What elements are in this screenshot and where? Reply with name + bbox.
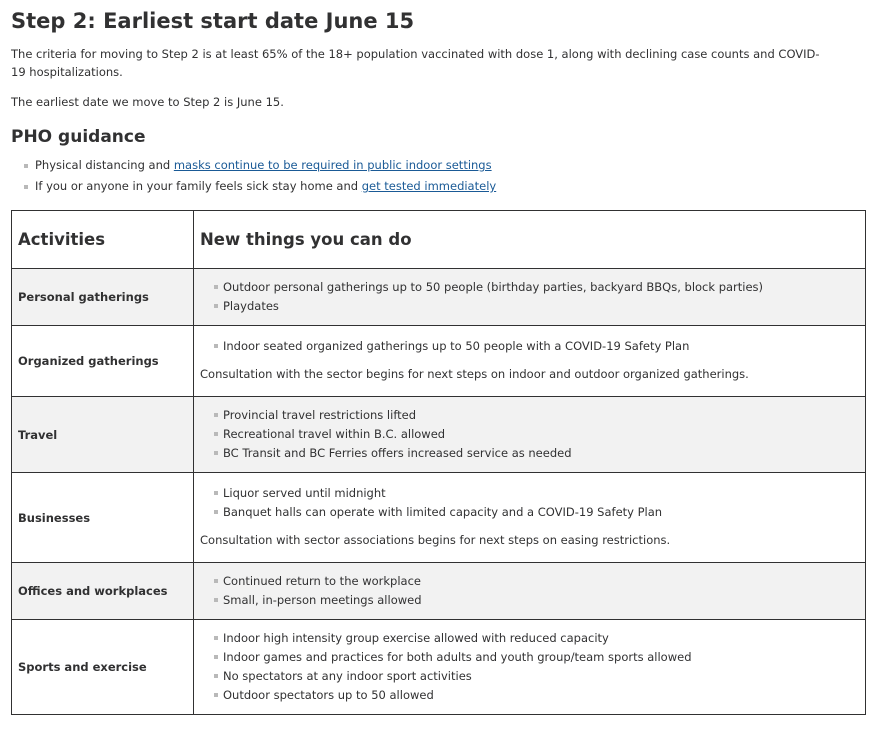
criteria-paragraph: The criteria for moving to Step 2 is at least 65% of the 18+ population vaccinated with dose 1, along with declining case counts and COVID-19 hospitalizations. [11,47,820,79]
pho-guidance-heading: PHO guidance [11,127,146,147]
activities-table [11,210,866,715]
item-text: Continued return to the workplace [223,573,421,588]
row-label: Businesses [12,473,194,563]
list-item [214,444,859,463]
row-items [194,563,866,620]
bullet-icon [214,304,218,308]
guidance-text: If you or anyone in your family feels sick stay home and [35,179,362,193]
item-text: Indoor games and practices for both adults and youth group/team sports allowed [223,649,692,664]
bullet-icon [214,432,218,436]
list-item [214,629,859,648]
row-label: Sports and exercise [12,620,194,715]
list-item [214,297,859,316]
list-item [214,686,859,705]
bullet-icon [214,655,218,659]
list-item [24,155,496,176]
list-item [214,591,859,610]
bullet-icon [214,344,218,348]
list-item [214,425,859,444]
guidance-text: Physical distancing and [35,158,174,172]
list-item [214,503,859,522]
list-item [214,406,859,425]
item-text: Outdoor spectators up to 50 allowed [223,687,434,702]
row-items [194,473,866,563]
list-item [214,667,859,686]
row-note: Consultation with sector associations begins for next steps on easing restrictions. [200,533,671,547]
row-items [194,620,866,715]
table-row [12,473,866,563]
row-items [194,397,866,473]
item-text: Indoor high intensity group exercise allowed with reduced capacity [223,630,609,645]
list-item [214,648,859,667]
bullet-icon [214,491,218,495]
item-text: Liquor served until midnight [223,486,386,500]
table-header-row [12,211,866,269]
row-note: Consultation with the sector begins for next steps on indoor and outdoor organized gatherings. [200,367,749,381]
bullet-icon [24,164,28,168]
table-row [12,620,866,715]
row-label: Offices and workplaces [12,563,194,620]
table-row [12,563,866,620]
list-item [214,572,859,591]
bullet-icon [214,510,218,514]
row-items [194,269,866,326]
bullet-icon [214,693,218,697]
item-text: Provincial travel restrictions lifted [223,407,417,422]
list-item [214,278,859,297]
bullet-icon [214,636,218,640]
row-label: Organized gatherings [12,326,194,397]
table-row [12,269,866,326]
list-item [24,176,496,197]
pho-guidance-list [24,155,496,197]
bullet-icon [214,674,218,678]
table-row [12,397,866,473]
item-text: No spectators at any indoor sport activities [223,668,472,683]
item-text: Playdates [223,298,279,313]
masks-link[interactable]: masks continue to be required in public indoor settings [173,158,492,172]
list-item [214,484,859,503]
item-text: Indoor seated organized gatherings up to 50 people with a COVID-19 Safety Plan [223,339,690,353]
row-label: Travel [12,397,194,473]
bullet-icon [214,451,218,455]
item-text: Outdoor personal gatherings up to 50 people (birthday parties, backyard BBQs, block parties) [223,279,764,294]
table-row [12,326,866,397]
bullet-icon [214,413,218,417]
bullet-icon [214,285,218,289]
page-title: Step 2: Earliest start date June 15 [11,9,415,33]
get-tested-link[interactable]: get tested immediately [361,179,497,193]
bullet-icon [214,579,218,583]
row-label: Personal gatherings [12,269,194,326]
list-item [214,337,859,356]
item-text: Banquet halls can operate with limited capacity and a COVID-19 Safety Plan [223,505,663,519]
item-text: Recreational travel within B.C. allowed [223,426,446,441]
earliest-date-paragraph: The earliest date we move to Step 2 is June 15. [11,95,284,109]
row-items [194,326,866,397]
item-text: Small, in-person meetings allowed [223,592,422,607]
bullet-icon [24,185,28,189]
new-things-column-header: New things you can do [194,211,866,269]
item-text: BC Transit and BC Ferries offers increased service as needed [223,445,572,460]
bullet-icon [214,598,218,602]
activities-column-header: Activities [12,211,194,269]
